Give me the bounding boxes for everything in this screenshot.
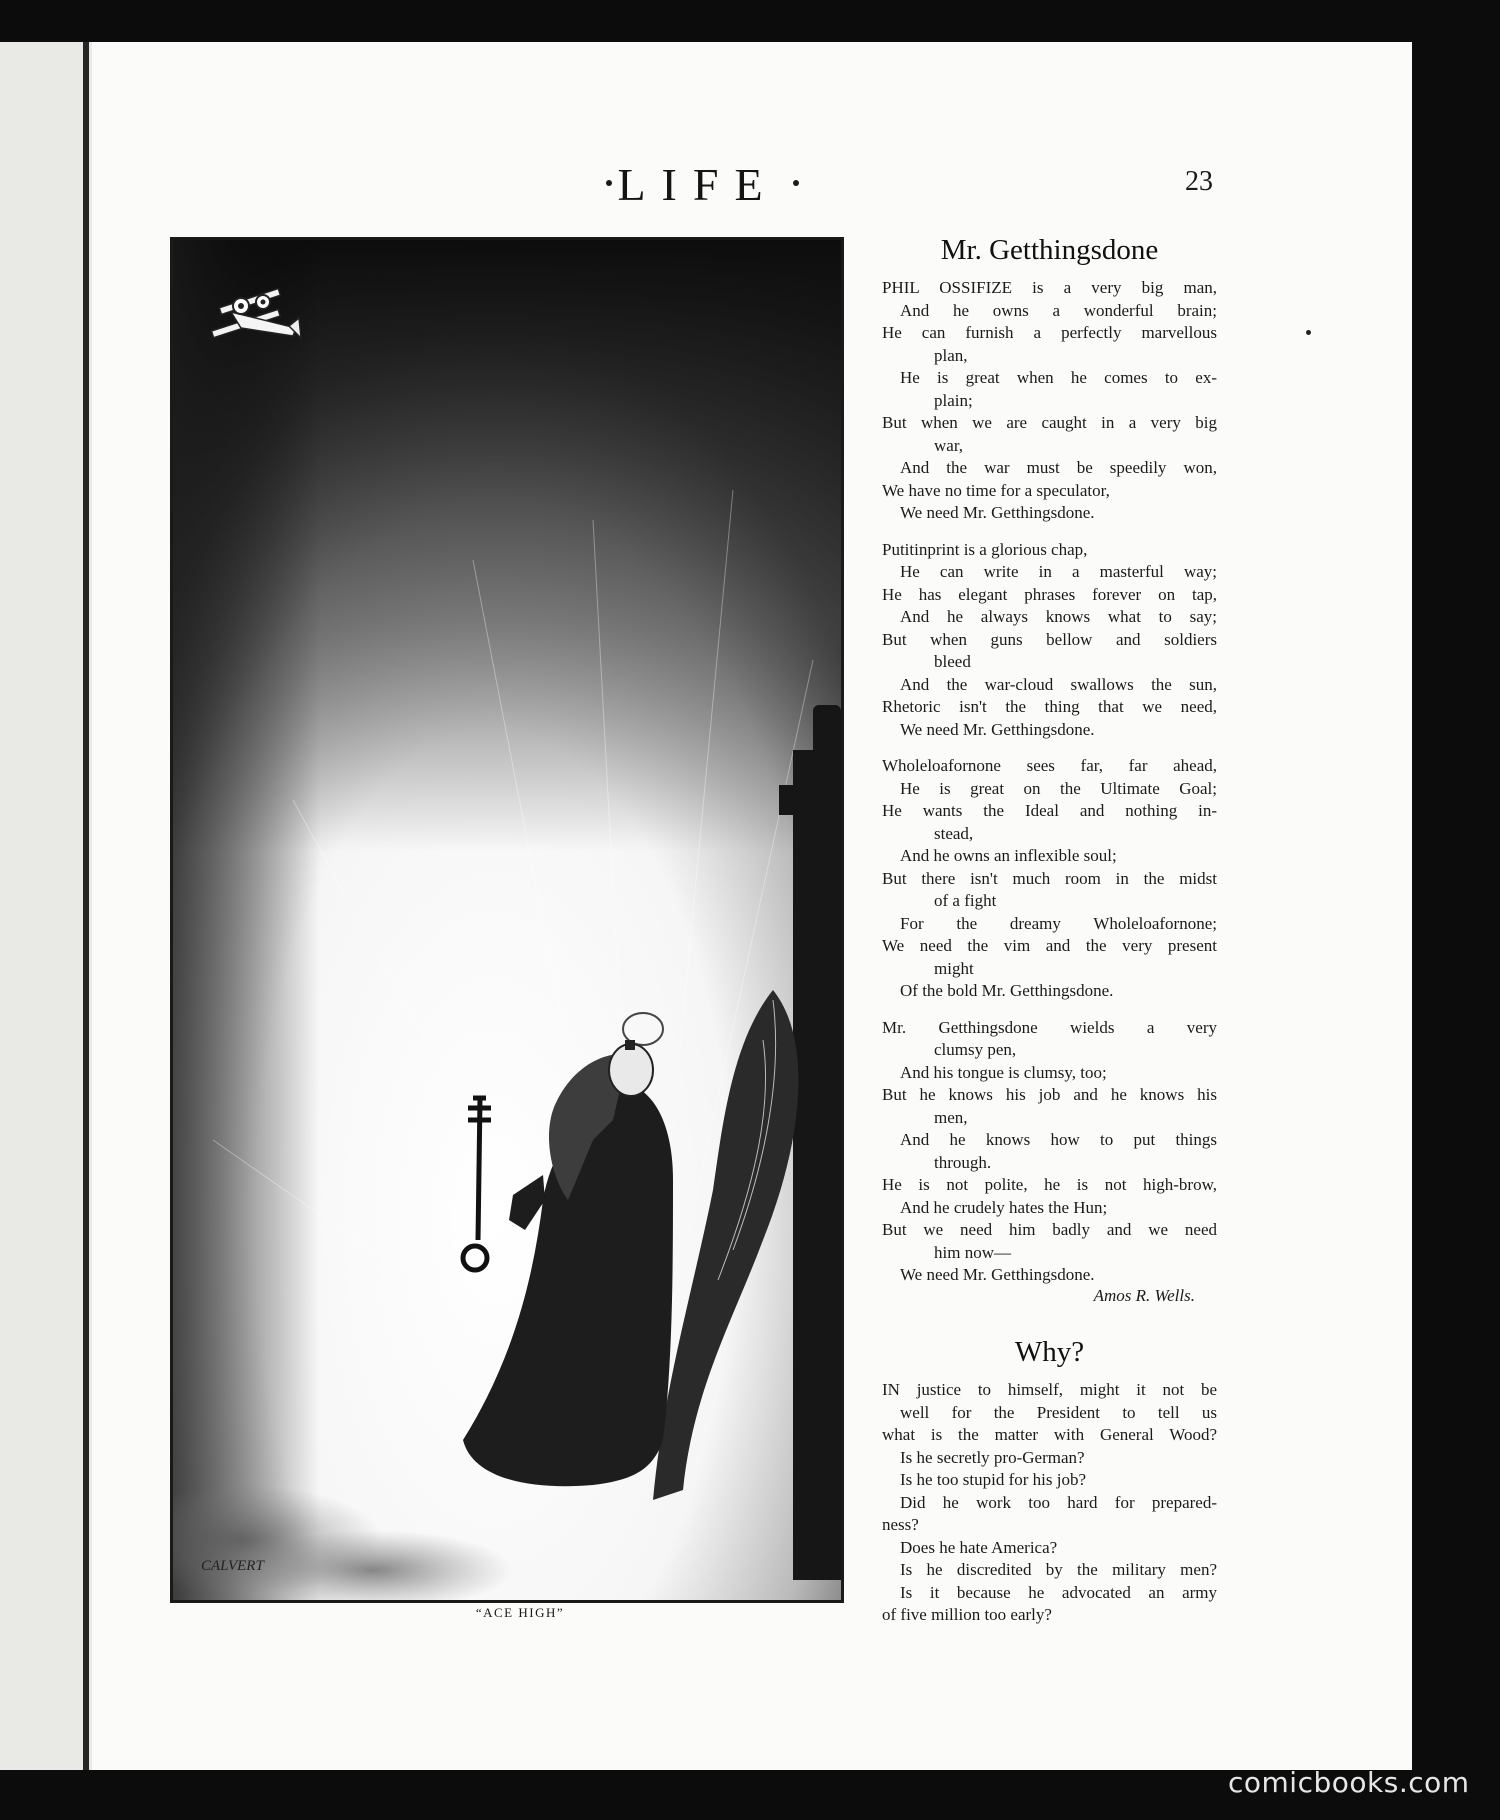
poem-line: And he always knows what to say; bbox=[900, 607, 1217, 626]
poem-line: stead, bbox=[934, 823, 974, 843]
angel-cartoon-drawing bbox=[173, 240, 841, 1600]
poem-line: He has elegant phrases forever on tap, bbox=[882, 584, 1217, 604]
poem-line: We need Mr. Getthingsdone. bbox=[900, 1265, 1095, 1284]
poem-line: Putitinprint is a glorious chap, bbox=[882, 539, 1088, 559]
poem-line: But we need him badly and we need bbox=[882, 1220, 1217, 1239]
poem-line: And he owns a wonderful brain; bbox=[900, 300, 1217, 320]
poem-line: We need Mr. Getthingsdone. bbox=[900, 719, 1095, 739]
magazine-title: LIFE bbox=[617, 159, 779, 210]
poem-line: For the dreamy Wholeloafornone; bbox=[900, 913, 1217, 933]
poem-line: We need Mr. Getthingsdone. bbox=[900, 503, 1095, 522]
article-line: Is he too stupid for his job? bbox=[900, 1470, 1087, 1489]
poem-line: But there isn't much room in the midst bbox=[882, 868, 1217, 888]
article-line: IN justice to himself, might it not be bbox=[882, 1380, 1217, 1399]
poem-line: And the war must be speedily won, bbox=[900, 458, 1217, 477]
poem-stanza-3 bbox=[882, 755, 1217, 1003]
poem-line: Wholeloafornone sees far, far ahead, bbox=[882, 756, 1217, 775]
poem-stanza-4 bbox=[882, 1017, 1217, 1308]
page-number: 23 bbox=[1185, 166, 1213, 197]
poem-line: We need the vim and the very present bbox=[882, 936, 1217, 955]
poem-line: of a fight bbox=[934, 891, 997, 910]
poem-line: But when guns bellow and soldiers bbox=[882, 629, 1217, 649]
article-line: what is the matter with General Wood? bbox=[882, 1425, 1217, 1444]
poem-line: He is not polite, he is not high-brow, bbox=[882, 1175, 1217, 1194]
poem-line: might bbox=[934, 958, 974, 978]
poem-line: And he crudely hates the Hun; bbox=[900, 1197, 1108, 1217]
poem-line: plan, bbox=[934, 345, 968, 365]
poem-line: But he knows his job and he knows his bbox=[882, 1085, 1217, 1104]
text-column bbox=[882, 233, 1217, 1627]
poem-line: him now— bbox=[934, 1242, 1011, 1262]
poem-line: bleed bbox=[934, 652, 971, 671]
poem-line: And the war-cloud swallows the sun, bbox=[900, 674, 1217, 694]
poem-line: He is great when he comes to ex- bbox=[900, 368, 1217, 387]
print-speck bbox=[1306, 330, 1311, 335]
article-line: Is he secretly pro-German? bbox=[900, 1447, 1085, 1467]
poem-line: We have no time for a speculator, bbox=[882, 480, 1110, 500]
article-line: Did he work too hard for prepared- bbox=[900, 1492, 1217, 1512]
site-watermark: comicbooks.com bbox=[1228, 1766, 1470, 1799]
poem-author: Amos R. Wells. bbox=[1093, 1285, 1195, 1305]
article-line: of five million too early? bbox=[882, 1605, 1052, 1624]
cartoon-illustration bbox=[170, 237, 844, 1603]
article-line: Does he hate America? bbox=[900, 1537, 1058, 1557]
poem-line: men, bbox=[934, 1107, 968, 1127]
poem-line: He can furnish a perfectly marvellous bbox=[882, 323, 1217, 342]
poem-line: through. bbox=[934, 1152, 992, 1172]
header-ornament-dot bbox=[793, 180, 799, 186]
poem-line: clumsy pen, bbox=[934, 1040, 1017, 1059]
poem-line: He wants the Ideal and nothing in- bbox=[882, 801, 1217, 820]
poem-line: But when we are caught in a very big bbox=[882, 413, 1217, 432]
poem-line: He can write in a masterful way; bbox=[900, 562, 1217, 581]
poem-line: Rhetoric isn't the thing that we need, bbox=[882, 697, 1217, 716]
article-body bbox=[882, 1379, 1217, 1627]
article-line: well for the President to tell us bbox=[900, 1402, 1217, 1422]
poem-line: And he owns an inflexible soul; bbox=[900, 846, 1117, 865]
poem-line: plain; bbox=[934, 390, 973, 410]
article-title: Why? bbox=[1014, 1336, 1085, 1368]
poem-line: He is great on the Ultimate Goal; bbox=[900, 778, 1217, 798]
poem-line: And he knows how to put things bbox=[900, 1130, 1217, 1149]
binding-gutter bbox=[83, 42, 89, 1770]
article-line: Is it because he advocated an army bbox=[900, 1582, 1217, 1602]
poem-line: Mr. Getthingsdone wields a very bbox=[882, 1017, 1217, 1037]
illustration-caption: “ACE HIGH” bbox=[475, 1605, 565, 1620]
poem-line: war, bbox=[934, 435, 964, 455]
poem-line: PHIL OSSIFIZE is a very big man, bbox=[882, 278, 1217, 297]
article-line: Is he discredited by the military men? bbox=[900, 1560, 1217, 1579]
article-line: ness? bbox=[882, 1515, 919, 1534]
poem-line: Of the bold Mr. Getthingsdone. bbox=[900, 981, 1114, 1000]
poem-stanza-2 bbox=[882, 539, 1217, 742]
poem-title: Mr. Getthingsdone bbox=[940, 234, 1159, 266]
poem-line: And his tongue is clumsy, too; bbox=[900, 1062, 1107, 1082]
artist-signature: CALVERT bbox=[201, 1558, 264, 1574]
left-page-edge bbox=[0, 42, 92, 1770]
poem-stanza-1 bbox=[882, 277, 1217, 525]
